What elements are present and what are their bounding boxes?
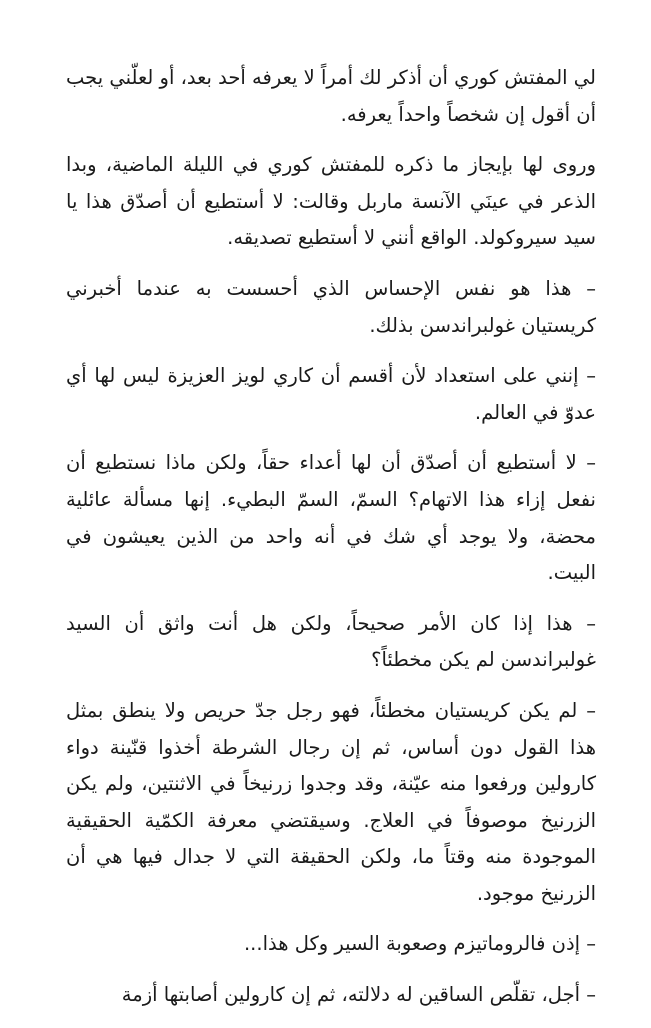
dialogue-line: – هذا إذا كان الأمر صحيحاً، ولكن هل أنت واثق أن السيد غولبراندسن لم يكن مخطئاً؟ <box>66 611 596 672</box>
dialogue-line: – لم يكن كريستيان مخطئاً، فهو رجل جدّ حريص ولا ينطق بمثل هذا القول دون أساس، ثم إن رجال الشرطة أخذوا قنّينة دواء كارولين ورفعوا منه عيّنة، وقد وجدوا زرنيخاً في الاثنتين، ولم يكن الزرنيخ موصوفاً في العلاج. وسيقتضي معرفة الكمّية الحقيقية الموجودة منه وقتاً ما، ولكن الحقيقة التي لا جدال فيها هي أن الزرنيخ موجود. <box>66 698 596 905</box>
dialogue-line: – هذا هو نفس الإحساس الذي أحسست به عندما أخبرني كريستيان غولبراندسن بذلك. <box>66 276 596 337</box>
book-page-text <box>66 60 596 1028</box>
paragraph-continuation: لي المفتش كوري أن أذكر لك أمراً لا يعرفه أحد بعد، أو لعلّني يجب أن أقول إن شخصاً واحداً يعرفه. <box>66 66 596 126</box>
paragraph-narration: وروى لها بإيجاز ما ذكره للمفتش كوري في الليلة الماضية، وبدا الذعر في عينَي الآنسة ماربل وقالت: لا أستطيع أن أصدّق هذا يا سيد سيروكولد. الواقع أنني لا أستطيع تصديقه. <box>66 153 596 250</box>
dialogue-line: – لا أستطيع أن أصدّق أن لها أعداء حقاً، ولكن ماذا نستطيع أن نفعل إزاء هذا الاتهام؟ السمّ، السمّ البطيء. إنها مسألة عائلية محضة، ولا يوجد أي شك في أنه واحد من الذين يعيشون في البيت. <box>66 451 596 585</box>
dialogue-line: – إذن فالروماتيزم وصعوبة السير وكل هذا... <box>243 932 596 956</box>
dialogue-line: – أجل، تقلّص الساقين له دلالته، ثم إن كارولين أصابتها أزمة <box>121 983 596 1007</box>
dialogue-line: – إنني على استعداد لأن أقسم أن كاري لويز العزيزة ليس لها أي عدوّ في العالم. <box>66 364 596 424</box>
